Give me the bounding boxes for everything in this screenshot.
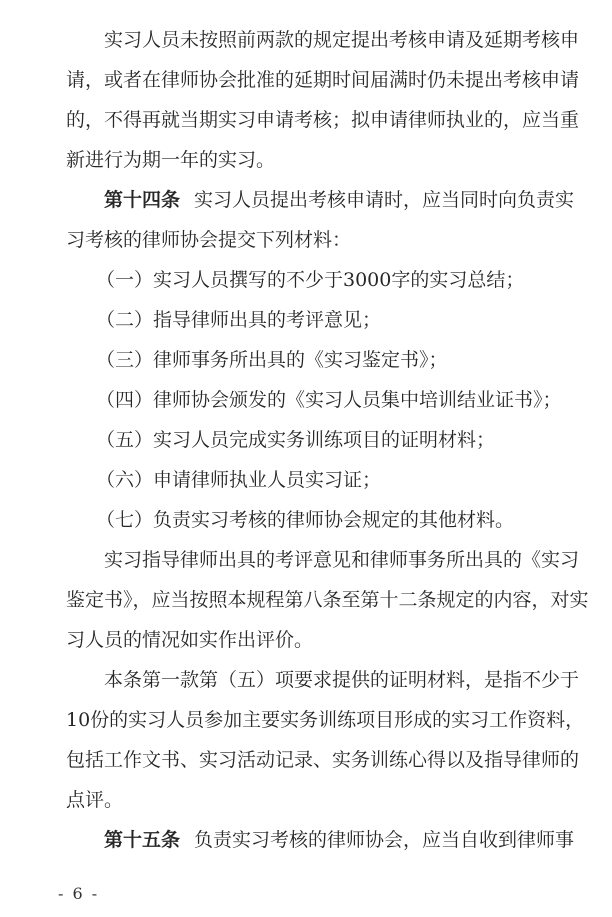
article-heading: 第十四条 — [104, 189, 181, 211]
article-heading: 第十五条 — [104, 829, 181, 851]
article-15-first-line — [104, 828, 574, 852]
article-14-first-line — [104, 188, 574, 212]
list-item: （五）实习人员完成实务训练项目的证明材料； — [96, 429, 496, 451]
list-item: （七）负责实习考核的律师协会规定的其他材料。 — [96, 509, 515, 531]
paragraph-line: 实习指导律师出具的考评意见和律师事务所出具的《实习 — [104, 549, 580, 571]
paragraph-line: 包括工作文书、实习活动记录、实务训练心得以及指导律师的 — [66, 749, 580, 771]
paragraph-line: 习人员的情况如实作出评价。 — [66, 629, 314, 651]
paragraph-line: 的，不得再就当期实习申请考核；拟申请律师执业的，应当重 — [66, 109, 580, 131]
paragraph-line: 实习人员未按照前两款的规定提出考核申请及延期考核申 — [104, 29, 580, 51]
article-text: 负责实习考核的律师协会，应当自收到律师事 — [194, 829, 575, 851]
paragraph-line: 点评。 — [66, 789, 124, 811]
list-item: （三）律师事务所出具的《实习鉴定书》； — [96, 349, 448, 371]
paragraph-line: 习考核的律师协会提交下列材料： — [66, 229, 352, 251]
paragraph-line: 请，或者在律师协会批准的延期时间届满时仍未提出考核申请 — [66, 69, 580, 91]
paragraph-line: 10份的实习人员参加主要实务训练项目形成的实习工作资料， — [66, 709, 585, 731]
page-number: - 6 - — [58, 884, 100, 903]
paragraph-line: 本条第一款第（五）项要求提供的证明材料，是指不少于 — [104, 669, 580, 691]
list-item: （二）指导律师出具的考评意见； — [96, 309, 382, 331]
list-item: （四）律师协会颁发的《实习人员集中培训结业证书》； — [96, 389, 562, 411]
list-item: （六）申请律师执业人员实习证； — [96, 469, 382, 491]
paragraph-line: 新进行为期一年的实习。 — [66, 149, 276, 171]
article-text: 实习人员提出考核申请时，应当同时向负责实 — [194, 189, 575, 211]
list-item: （一）实习人员撰写的不少于3000字的实习总结； — [96, 269, 525, 291]
paragraph-line: 鉴定书》，应当按照本规程第八条至第十二条规定的内容，对实 — [66, 589, 589, 611]
